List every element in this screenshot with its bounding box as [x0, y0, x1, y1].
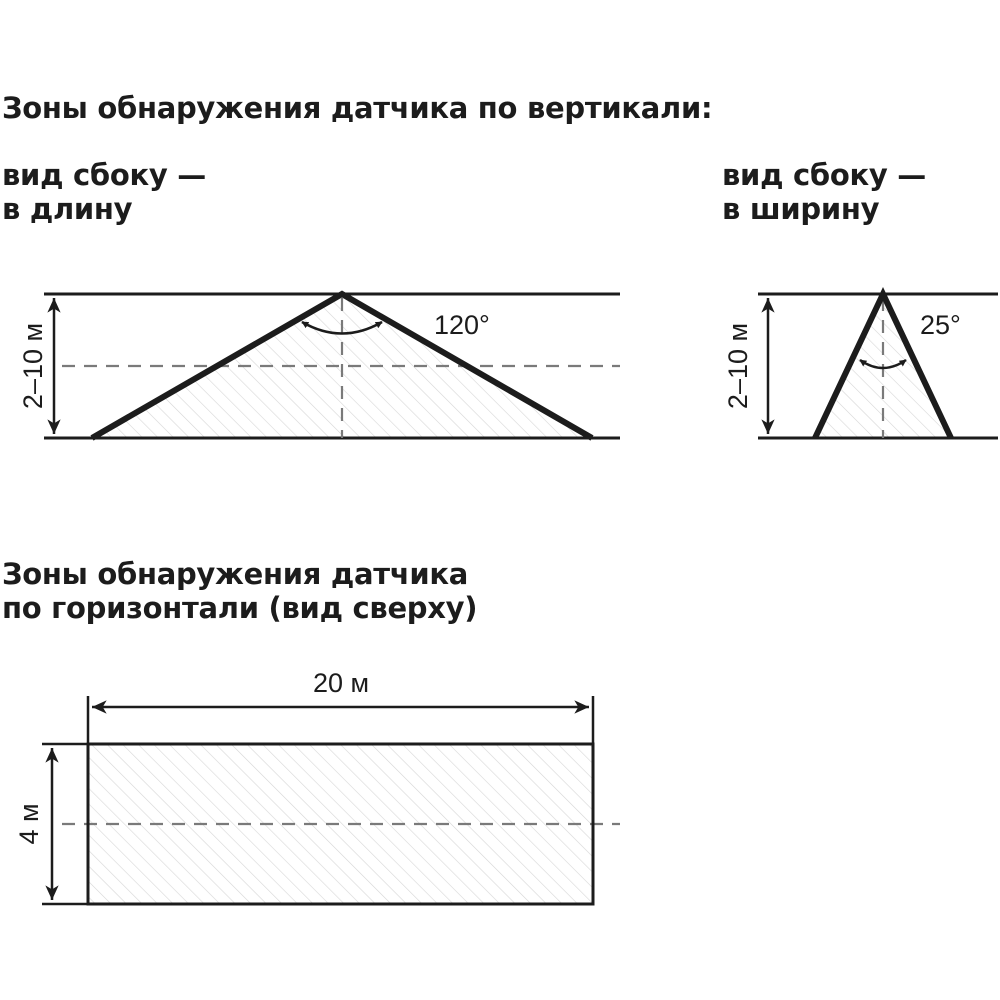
side-width-height-label: 2–10 м: [723, 322, 753, 410]
top-view-detection-area: [88, 744, 593, 904]
side-width-subtitle-line2: в ширину: [722, 192, 880, 226]
side-length-subtitle-line1: вид сбоку —: [2, 158, 206, 192]
side-width-diagram: [723, 294, 998, 438]
side-length-diagram: [18, 294, 620, 438]
horizontal-zones-title-line1: Зоны обнаружения датчика: [2, 557, 469, 591]
top-view-diagram: [14, 668, 620, 904]
side-length-subtitle-line2: в длину: [2, 192, 133, 226]
horizontal-zones-title-line2: по горизонтали (вид сверху): [2, 591, 478, 625]
side-width-angle-label: 25°: [920, 310, 961, 340]
vertical-zones-title-text: Зоны обнаружения датчика по вертикали:: [2, 91, 713, 125]
side-length-angle-label: 120°: [434, 310, 490, 340]
side-length-height-label: 2–10 м: [18, 322, 48, 410]
top-view-width-label: 20 м: [312, 668, 370, 698]
top-view-depth-label: 4 м: [14, 803, 44, 845]
side-width-subtitle-line1: вид сбоку —: [722, 158, 926, 192]
